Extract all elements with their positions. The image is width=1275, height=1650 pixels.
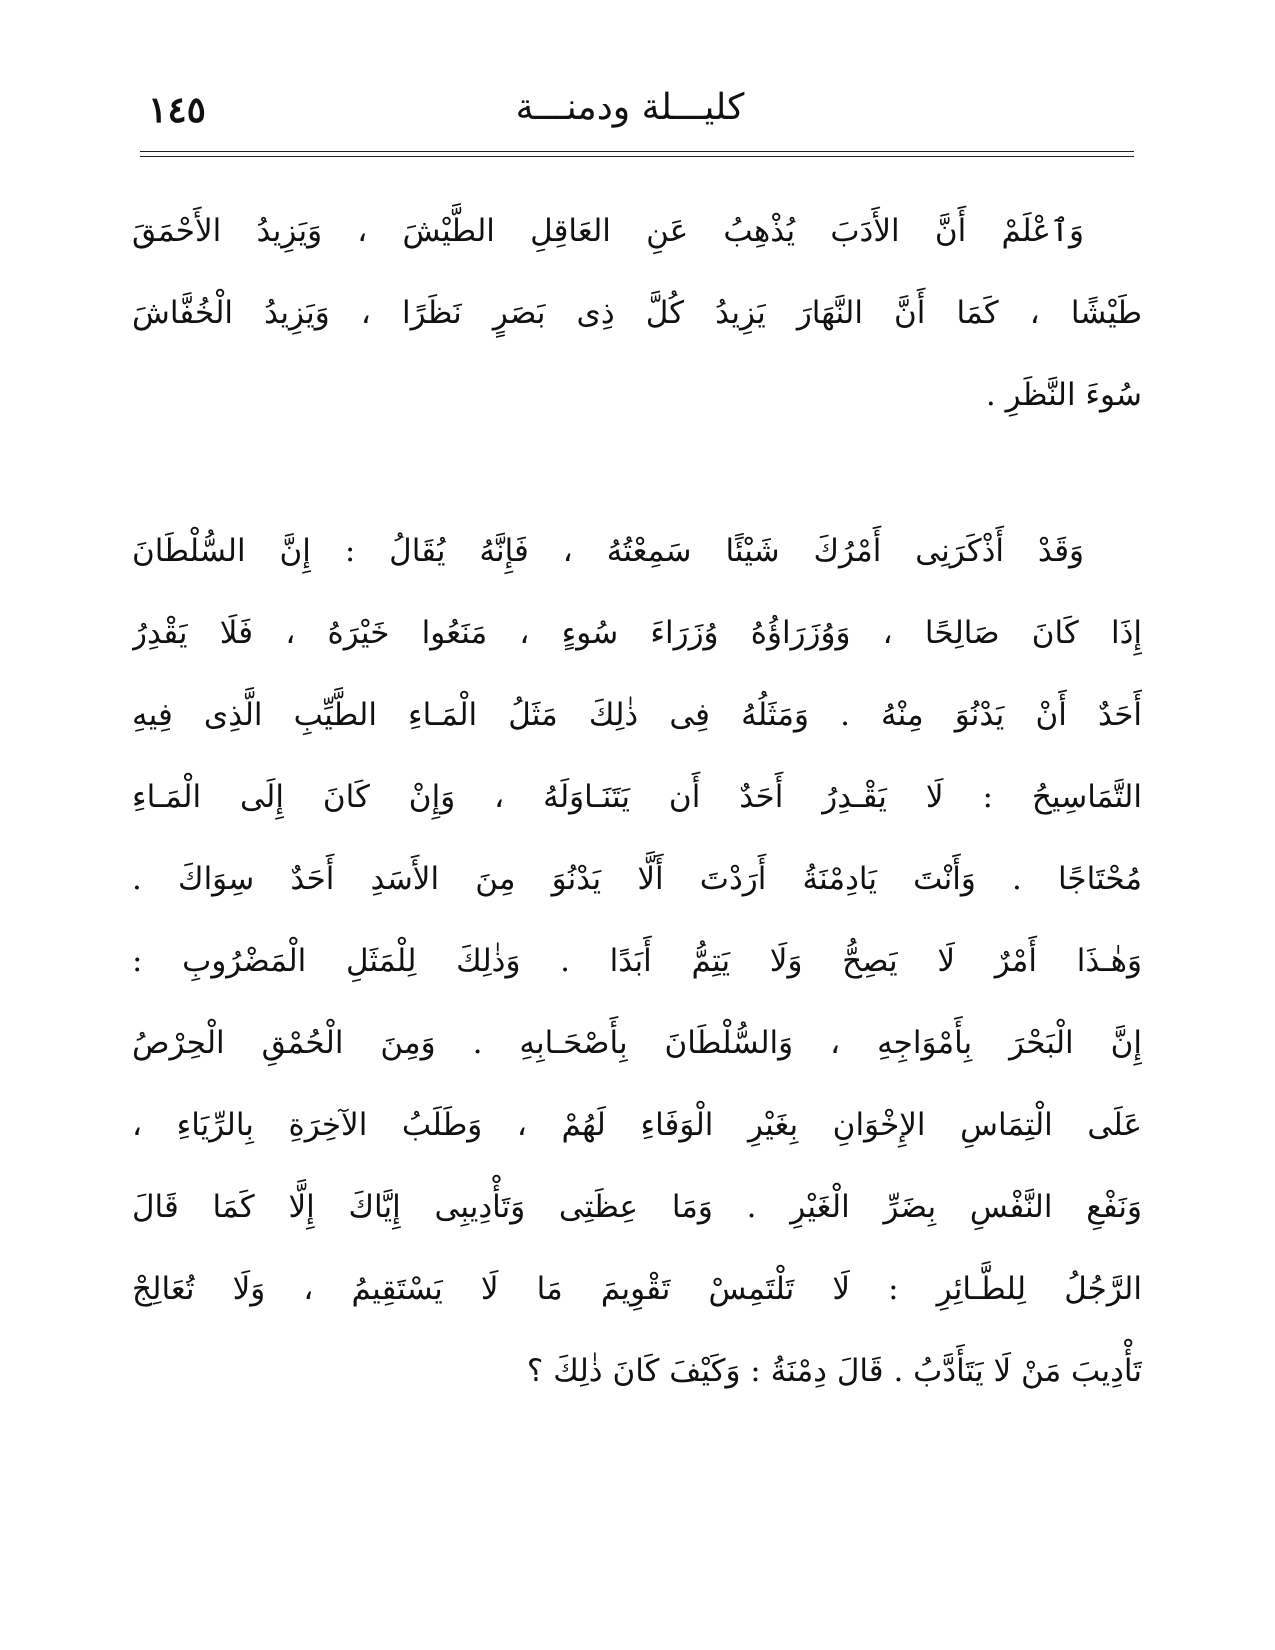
paragraph-line: وَقَدْ أَذْكَرَنِى أَمْرُكَ شَيْئًا سَمِعْتُهُ ، فَإِنَّهُ يُقَالُ : إِنَّ السُّلْطَانَ — [132, 533, 1084, 569]
paragraph-2 — [132, 510, 1142, 1412]
paragraph-line: وَٱعْلَمْ أَنَّ الأَدَبَ يُذْهِبُ عَنِ العَاقِلِ الطَّيْشَ ، وَيَزِيدُ الأَحْمَقَ — [132, 213, 1084, 249]
page-number: ١٤٥ — [148, 89, 207, 131]
paragraph-line: التَّمَاسِيحُ : لَا يَقْـدِرُ أَحَدٌ أَن يَتَنَـاوَلَهُ ، وَإِنْ كَانَ إِلَى الْمَـاءِ — [132, 779, 1142, 815]
header-rule-bottom — [140, 156, 1134, 157]
paragraph-1 — [132, 190, 1142, 436]
paragraph-line: الرَّجُلُ لِلطَّـائِرِ : لَا تَلْتَمِسْ تَقْوِيمَ مَا لَا يَسْتَقِيمُ ، وَلَا تُعَالِجْ — [132, 1271, 1142, 1307]
paragraph-line: سُوءَ النَّظَرِ . — [985, 377, 1142, 413]
paragraph-line: تَأْدِيبَ مَنْ لَا يَتَأَدَّبُ . قَالَ دِمْنَةُ : وَكَيْفَ كَانَ ذٰلِكَ ؟ — [526, 1353, 1142, 1389]
paragraph-line: طَيْشًا ، كَمَا أَنَّ النَّهَارَ يَزِيدُ كُلَّ ذِى بَصَرٍ نَظَرًا ، وَيَزِيدُ الْخُفَّاشَ — [132, 295, 1142, 331]
paragraph-line: مُحْتَاجًا . وَأَنْتَ يَادِمْنَةُ أَرَدْتَ أَلَّا يَدْنُوَ مِنَ الأَسَدِ أَحَدٌ سِوَاكَ . — [132, 861, 1142, 897]
paragraph-line: إِنَّ الْبَحْرَ بِأَمْوَاجِهِ ، وَالسُّلْطَانَ بِأَصْحَـابِهِ . وَمِنَ الْحُمْقِ الْحِرْصُ — [132, 1025, 1142, 1061]
running-title: كليـــلة ودمنـــة — [515, 87, 745, 128]
paragraph-line: عَلَى الْتِمَاسِ الإِخْوَانِ بِغَيْرِ الْوَفَاءِ لَهُمْ ، وَطَلَبُ الآخِرَةِ بِالرِّيَاءِ ، — [132, 1107, 1142, 1143]
header-rule-top — [140, 151, 1134, 152]
paragraph-line: إِذَا كَانَ صَالِحًا ، وَوُزَرَاؤُهُ وُزَرَاءَ سُوءٍ ، مَنَعُوا خَيْرَهُ ، فَلَا يَقْدِرُ — [132, 615, 1142, 651]
paragraph-line: وَنَفْعِ النَّفْسِ بِضَرِّ الْغَيْرِ . وَمَا عِظَتِى وَتَأْدِيبِى إِيَّاكَ إِلَّا كَمَا قَالَ — [132, 1189, 1142, 1225]
paragraph-line: وَهٰـذَا أَمْرٌ لَا يَصِحُّ وَلَا يَتِمُّ أَبَدًا . وَذٰلِكَ لِلْمَثَلِ الْمَضْرُوبِ : — [132, 943, 1142, 979]
paragraph-line: أَحَدٌ أَنْ يَدْنُوَ مِنْهُ . وَمَثَلُهُ فِى ذٰلِكَ مَثَلُ الْمَـاءِ الطَّيِّبِ الَّذِى فِيهِ — [132, 697, 1142, 733]
